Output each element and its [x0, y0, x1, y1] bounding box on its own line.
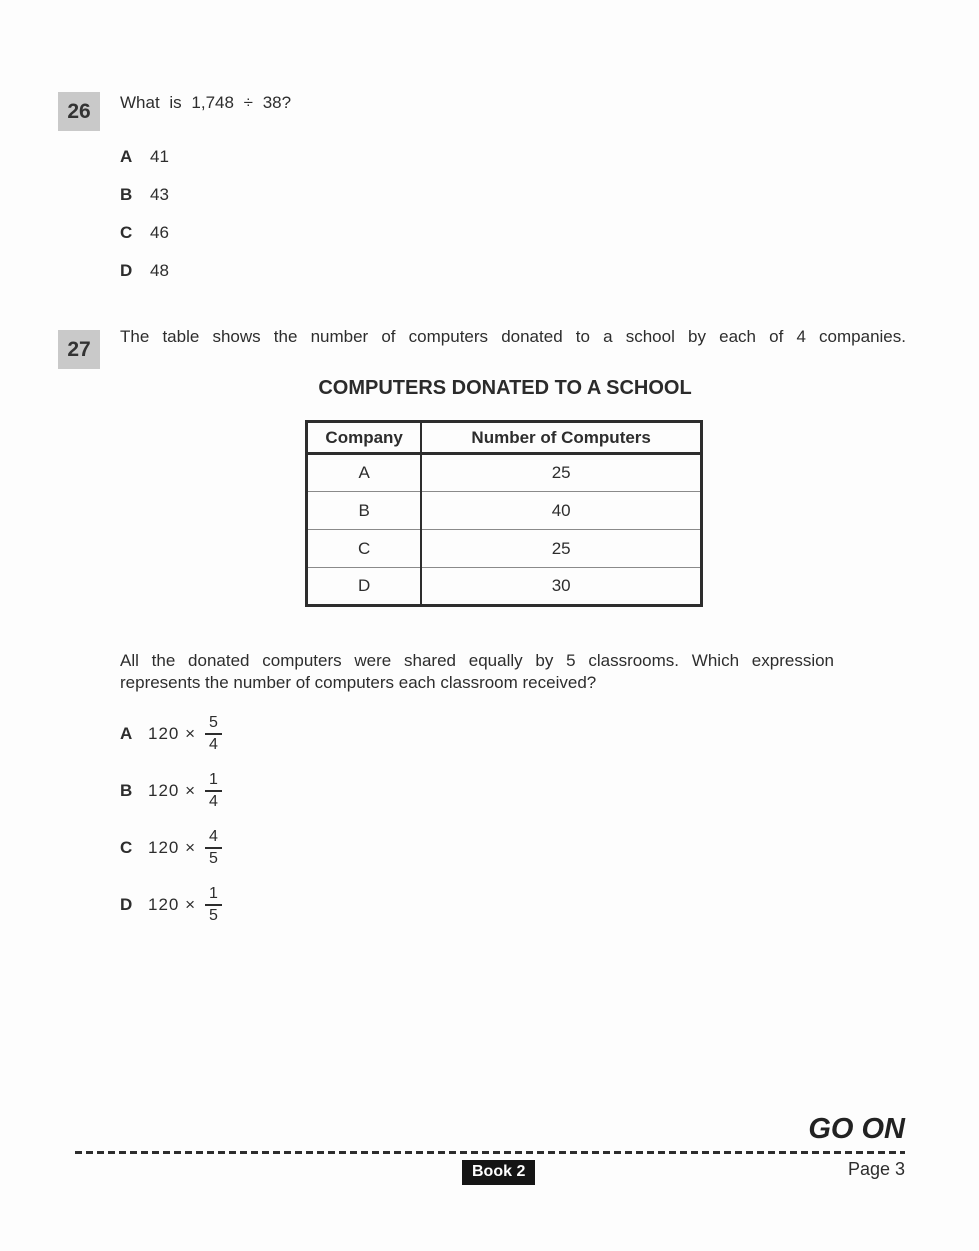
choice-fraction [205, 714, 222, 754]
choice-fraction [205, 771, 222, 811]
choice-value: 48 [150, 261, 169, 280]
choice-row [120, 222, 169, 244]
book-badge: Book 2 [462, 1160, 535, 1185]
choice-row [120, 768, 222, 814]
table-row [307, 492, 702, 530]
table-header-number: Number of Computers [421, 422, 701, 454]
question-27-text: The table shows the number of computers donated to a school by each of 4 companies. [120, 327, 906, 346]
table-header-company: Company [307, 422, 422, 454]
choice-letter: B [120, 781, 133, 800]
fraction-numerator: 1 [205, 771, 222, 792]
fraction-denominator: 5 [209, 850, 218, 867]
table-row [307, 530, 702, 568]
table-row [307, 568, 702, 606]
table-cell-company: D [307, 568, 422, 606]
choice-row [120, 825, 222, 871]
fraction-numerator: 1 [205, 885, 222, 906]
choice-letter: C [120, 223, 133, 242]
choice-value: 46 [150, 223, 169, 242]
question-27-number-badge [58, 330, 100, 369]
table-title: COMPUTERS DONATED TO A SCHOOL [318, 377, 692, 399]
go-on-label: GO ON [808, 1113, 905, 1145]
question-26-number: 26 [67, 99, 91, 123]
fraction-denominator: 4 [209, 736, 218, 753]
choice-fraction [205, 885, 222, 925]
table-row [307, 454, 702, 492]
table-cell-company: B [307, 492, 422, 530]
choice-row [120, 184, 169, 206]
choice-letter: D [120, 895, 133, 914]
choice-value: 41 [150, 147, 169, 166]
table-cell-company: A [307, 454, 422, 492]
table-cell-number: 30 [421, 568, 701, 606]
choice-value: 43 [150, 185, 169, 204]
question-26-choices [120, 146, 169, 298]
table-cell-company: C [307, 530, 422, 568]
fraction-numerator: 4 [205, 828, 222, 849]
page-number: Page 3 [847, 1159, 905, 1179]
choice-letter: C [120, 838, 133, 857]
question-26-text: What is 1,748 ÷ 38? [120, 93, 292, 112]
footer-dashed-divider [75, 1151, 905, 1154]
choice-row [120, 260, 169, 282]
choice-letter: D [120, 261, 133, 280]
choice-row [120, 146, 169, 168]
fraction-numerator: 5 [205, 714, 222, 735]
table-cell-number: 25 [551, 463, 571, 482]
question-27-followup [120, 650, 834, 693]
fraction-denominator: 5 [209, 907, 218, 924]
choice-factor: 120 × [148, 781, 197, 800]
table-cell-number: 25 [421, 530, 701, 568]
choice-letter: A [120, 147, 133, 166]
followup-line-1: All the donated computers were shared equally by 5 classrooms. Which expression [120, 651, 834, 670]
choice-letter: B [120, 185, 133, 204]
table-header-row [307, 422, 702, 454]
choice-letter: A [120, 724, 133, 743]
choice-factor: 120 × [148, 838, 197, 857]
question-27-number: 27 [67, 337, 91, 361]
choice-row [120, 711, 222, 757]
computers-donated-table [305, 420, 703, 607]
choice-factor: 120 × [148, 895, 197, 914]
fraction-denominator: 4 [209, 793, 218, 810]
question-27-choices [120, 711, 222, 939]
choice-row [120, 882, 222, 928]
table-cell-number: 40 [421, 492, 701, 530]
question-26-number-badge [58, 92, 100, 131]
choice-fraction [205, 828, 222, 868]
followup-line-2: represents the number of computers each classroom received? [120, 672, 597, 692]
choice-factor: 120 × [148, 724, 197, 743]
